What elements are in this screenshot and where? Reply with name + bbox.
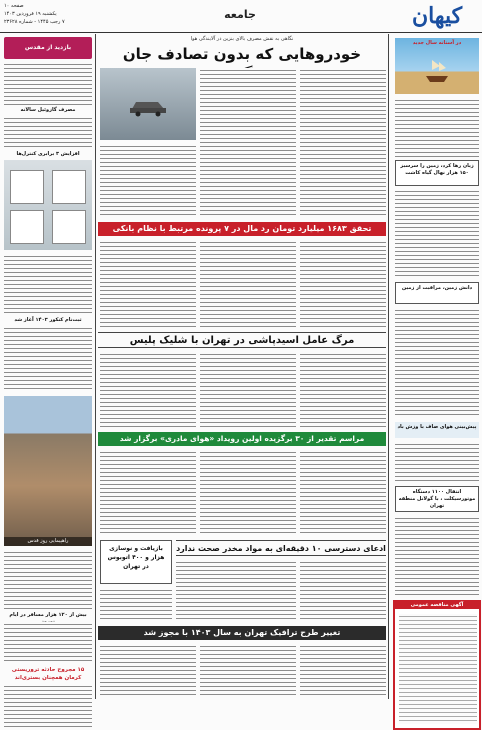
right-column [388, 34, 482, 699]
left-photo [4, 160, 92, 250]
left-brief-1-title: مصرف گازوئیل سالانه [20, 107, 76, 113]
bus-box-title: بازیافت و نوسازی هزار و ۴۰۰ اتوبوس در تهران [107, 545, 165, 570]
leaflet-3 [10, 210, 44, 244]
tender-title: آگهی مناقصه عمومی [395, 602, 479, 609]
main-body-col-3 [100, 144, 196, 218]
leaflet-2 [52, 170, 86, 204]
car-icon [128, 96, 168, 116]
leaflet-4 [52, 210, 86, 244]
center-text-15 [100, 644, 196, 696]
left-column [0, 34, 96, 699]
left-text-4 [4, 326, 92, 392]
left-text-3 [4, 254, 92, 314]
bus-box [100, 540, 172, 584]
ambulance-headline: ادعای دسترسی ۱۰ دقیقه‌ای به مواد مخدر صحت ندارد [176, 540, 386, 556]
center-text-1 [300, 240, 386, 328]
notice-box [395, 486, 479, 512]
left-brief-2-title: افزایش ۳ برابری کنترل‌ها [16, 151, 80, 157]
tender-box [393, 600, 481, 730]
leaflet-1 [10, 170, 44, 204]
plant-box-2-title: دانش زمین، مراقبت از زمین [401, 285, 473, 291]
page-number: صفحه ۱۰ [4, 3, 24, 9]
plant-box-title: زبان رها کرد، زمین را سرسبز ۱۵۰ هزار نهال گیاه کاشت [400, 163, 474, 176]
center-text-12 [100, 588, 172, 622]
notice-title: انتقال ۱۱۰۰ دستگاه موتورسیکلت ، با گولانل منطقه تهران [398, 489, 476, 509]
center-text-14 [200, 644, 296, 696]
section-title: جامعه [224, 8, 256, 21]
rain-box [395, 422, 479, 438]
right-text-3 [395, 308, 479, 418]
center-text-8 [200, 450, 296, 536]
plant-box [395, 160, 479, 186]
left-brief-3-title: ثبت‌نام کنکور ۱۴۰۳ آغاز شد [14, 317, 82, 323]
masthead [0, 0, 482, 33]
right-text-5 [395, 516, 479, 598]
crowd-photo [4, 396, 92, 546]
tender-body [399, 614, 477, 724]
issue-line: ۷ رجب ۱۴۴۵ - شماره ۲۳۶۲۸ [4, 19, 65, 25]
center-text-10 [300, 560, 386, 622]
main-kicker: نگاهی به نقش مصرف بالای بنزین در آلایندگی هوا [190, 36, 294, 42]
right-text-2 [395, 189, 479, 279]
main-headline: خودروهایی که بدون تصادف جان [122, 45, 362, 63]
date-line: یکشنبه ۱۹ فروردین ۱۴۰۳ [4, 11, 57, 17]
plant-box-2 [395, 282, 479, 304]
red-headline-1: تحقق ۱۶۸۳ میلیارد تومان رد مال در ۷ پرونده مرتبط با نظام بانکی [98, 222, 386, 236]
right-text-4 [395, 442, 479, 484]
rain-box-text: پیش‌بینی هوای صاف با وزش باد [397, 424, 477, 430]
left-banner [4, 37, 92, 59]
left-brief-5-title: بیش از ۱۲۰ هزار مسافر در ایام [9, 612, 87, 618]
ship-photo-title: در آستانه سال جدید [412, 40, 462, 46]
center-text-5 [200, 352, 296, 428]
left-banner-text: بازدید از مقدس [24, 44, 72, 51]
logo-text: کیهان [411, 3, 463, 29]
ship-photo [395, 38, 479, 94]
left-text-1 [4, 62, 92, 106]
left-text-2 [4, 116, 92, 150]
center-text-11 [176, 560, 296, 622]
center-text-6 [100, 352, 196, 428]
center-text-4 [300, 352, 386, 428]
left-brief-4-title: ۱۵ مجروح حادثه تروریستی کرمان همچنان بستری‌اند [11, 667, 85, 681]
main-body-col-1 [300, 68, 386, 218]
crowd-caption: راهپیمایی روز قدس [4, 537, 92, 546]
main-body-col-2 [200, 68, 296, 218]
right-text-1 [395, 98, 479, 158]
green-headline: مراسم تقدیر از ۳۰ برگزیده اولین رویداد «هوای مادری» برگزار شد [98, 432, 386, 446]
main-photo [100, 68, 196, 140]
ship-icon [423, 56, 451, 84]
center-text-7 [300, 450, 386, 536]
left-text-5 [4, 550, 92, 610]
left-text-7 [4, 684, 92, 728]
center-text-3 [100, 240, 196, 328]
center-text-13 [300, 644, 386, 696]
logo [402, 2, 472, 30]
left-text-6 [4, 622, 92, 662]
dark-headline: تغییر طرح ترافیک تهران به سال ۱۴۰۳ با مجوز شد [98, 626, 386, 640]
police-headline: مرگ عامل اسیدپاشی در تهران با شلیک پلیس [98, 332, 386, 348]
center-text-9 [100, 450, 196, 536]
center-text-2 [200, 240, 296, 328]
